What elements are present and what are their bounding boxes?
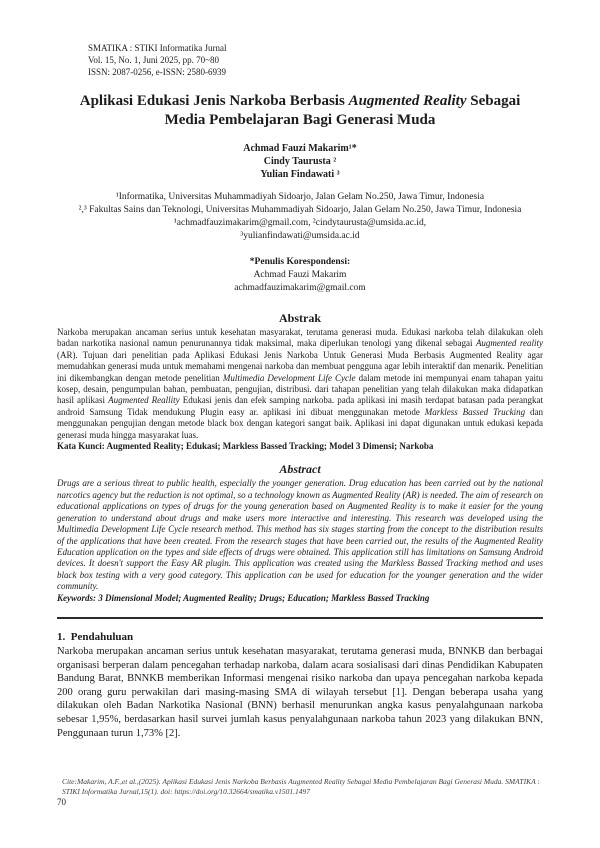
journal-issn: ISSN: 2087-0256, e-ISSN: 2580-6939	[88, 67, 227, 77]
author-name: Cindy Taurusta ²	[263, 156, 337, 167]
journal-name: SMATIKA : STIKI Informatika Jurnal	[88, 43, 227, 53]
introduction-paragraph: Narkoba merupakan ancaman serius untuk kesehatan masyarakat, terutama generasi muda, BNNKB dan berbagai organisasi berperan dalam pencegahan terhadap narkoba, dalam acara sosialisasi dari dinas Pendidikan Kabupaten Bandung Barat, BNNKB memberikan Informasi mengenai risiko narkoba dan upaya pencegahan narkoba kepada 200 orang guru perwakilan dari masing-masing SMA di wilayah tersebut [1]. Dengan beberapa usaha yang dilakukan oleh Badan Narkotika Nasional (BNN) berhasil menurunkan angka kasus penyalahgunaan narkoba sebesar 1,95%, berdasarkan hasil survei jumlah kasus penyalahgunaan narkoba tahun 2023 yang dilakukan BNN, Penggunaan turun 1,73% [2].	[57, 645, 543, 739]
correspondence-name: Achmad Fauzi Makarim	[253, 270, 347, 280]
author-emails-line: ³yulianfindawati@umsida.ac.id	[240, 231, 360, 241]
affiliations	[57, 191, 543, 243]
author-list	[57, 142, 543, 181]
section-divider	[57, 617, 543, 619]
article-title: Aplikasi Edukasi Jenis Narkoba Berbasis Augmented Reality Sebagai Media Pembelajaran Bagi Generasi Muda	[79, 93, 521, 128]
correspondence-label: *Penulis Korespondensi:	[249, 257, 351, 267]
author-emails-line: ¹achmadfauzimakarim@gmail.com, ²cindytaurusta@umsida.ac.id,	[173, 218, 427, 228]
page-footer	[57, 777, 543, 808]
journal-header	[57, 42, 543, 78]
abstract-heading: Abstract	[279, 462, 321, 477]
kata-kunci: Kata Kunci: Augmented Reality; Edukasi; Markless Bassed Tracking; Model 3 Dimensi; Narkoba	[57, 441, 434, 452]
keywords: Keywords: 3 Dimensional Model; Augmented Reality; Drugs; Education; Markless Bassed Tracking	[57, 592, 430, 603]
citation-note: Cite:Makarim, A.F.,et al.,(2025). Aplikasi Edukasi Jenis Narkoba Berbasis Augmented Reality Sebagai Media Pembelajaran Bagi Generasi Muda. SMATIKA : STIKI Informatika Jurnal,15(1). doi: https://doi.org/10.32664/smatika.v1501.1497	[62, 777, 540, 796]
abstract-text: Drugs are a serious threat to public health, especially the younger generation. Drug education has been carried out by the national narcotics agency but the reduction is not optimal, so a technology known as Augmented Reality (AR) is needed. The aim of research on educational applications on types of drugs for the young generation based on Augmented Reality is to make it easier for the young generation to understand about drugs and make users more interactive and interesting. This research was developed using the Multimedia Development Life Cycle research method. This method has six stages starting from the concept to the distribution results of the applications that have been created. From the research stages that have been carried out, the results of the Augmented Reality Education application on the types and side effects of drugs were obtained. This application still has limitations on Samsung Android devices. It doesn't support the Easy AR plugin. This application was created using the Markless Bassed Tracking method and uses black box testing with a very good category. This application can be used for education for the younger generation and the wider community.	[57, 478, 543, 592]
author-name: Achmad Fauzi Makarim¹*	[243, 143, 357, 154]
abstrak-text: Narkoba merupakan ancaman serius untuk kesehatan masyarakat, terutama generasi muda. Edukasi narkoba telah dilakukan oleh badan narkotika nasional namun penurunannya tidak maksimal, maka diperlukan tenologi yang dikenal sebagai Augmented reality (AR). Tujuan dari penelitian pada Aplikasi Edukasi Jenis Narkoba Untuk Generasi Muda Berbasis Augmented Reality agar memudahkan generasi muda untuk memahami mengenai narkoba dan membuat pengguna agar lebih interaktif dan menarik. Penelitian ini dikembangkan dengan metode penelitian Multimedia Development Life Cycle dalam metode ini mempunyai enam tahapan yaitu kosep, desain, pengumpulan bahan, pembuatan, pengujian, distribusi. dari tahapan penelitian yang telah dilakukan maka didapatkan hasil aplikasi Augmented Reallity Edukasi jenis dan efek samping narkoba. pada aplikasi ini masih terdapat batasan pada perangkat android Samsung Tidak mendukung Plugin easy ar. aplikasi ini dibuat menggunakan metode Markless Bassed Trucking dan menggunakan pengujian dengan metode black box dengan kategori sangat baik. Aplikasi ini dapat digunakan untuk edukasi kepada generasi muda hingga masyarakat luas.	[57, 327, 544, 440]
correspondence-block	[57, 256, 543, 295]
author-name: Yulian Findawati ³	[260, 169, 340, 180]
affiliation-line: ²,³ Fakultas Sains dan Teknologi, Universitas Muhammadiyah Sidoarjo, Jalan Gelam No.250, Jawa Timur, Indonesia	[78, 205, 522, 215]
page-number: 70	[57, 797, 66, 807]
abstrak-heading: Abstrak	[278, 311, 321, 325]
affiliation-line: ¹Informatika, Universitas Muhammadiyah Sidoarjo, Jalan Gelam No.250, Jawa Timur, Indonesia	[115, 192, 485, 202]
correspondence-email: achmadfauzimakarim@gmail.com	[234, 283, 366, 293]
journal-volume: Vol. 15, No. 1, Juni 2025, pp. 70~80	[88, 55, 219, 65]
section-heading-pendahuluan: 1. Pendahuluan	[57, 630, 134, 643]
